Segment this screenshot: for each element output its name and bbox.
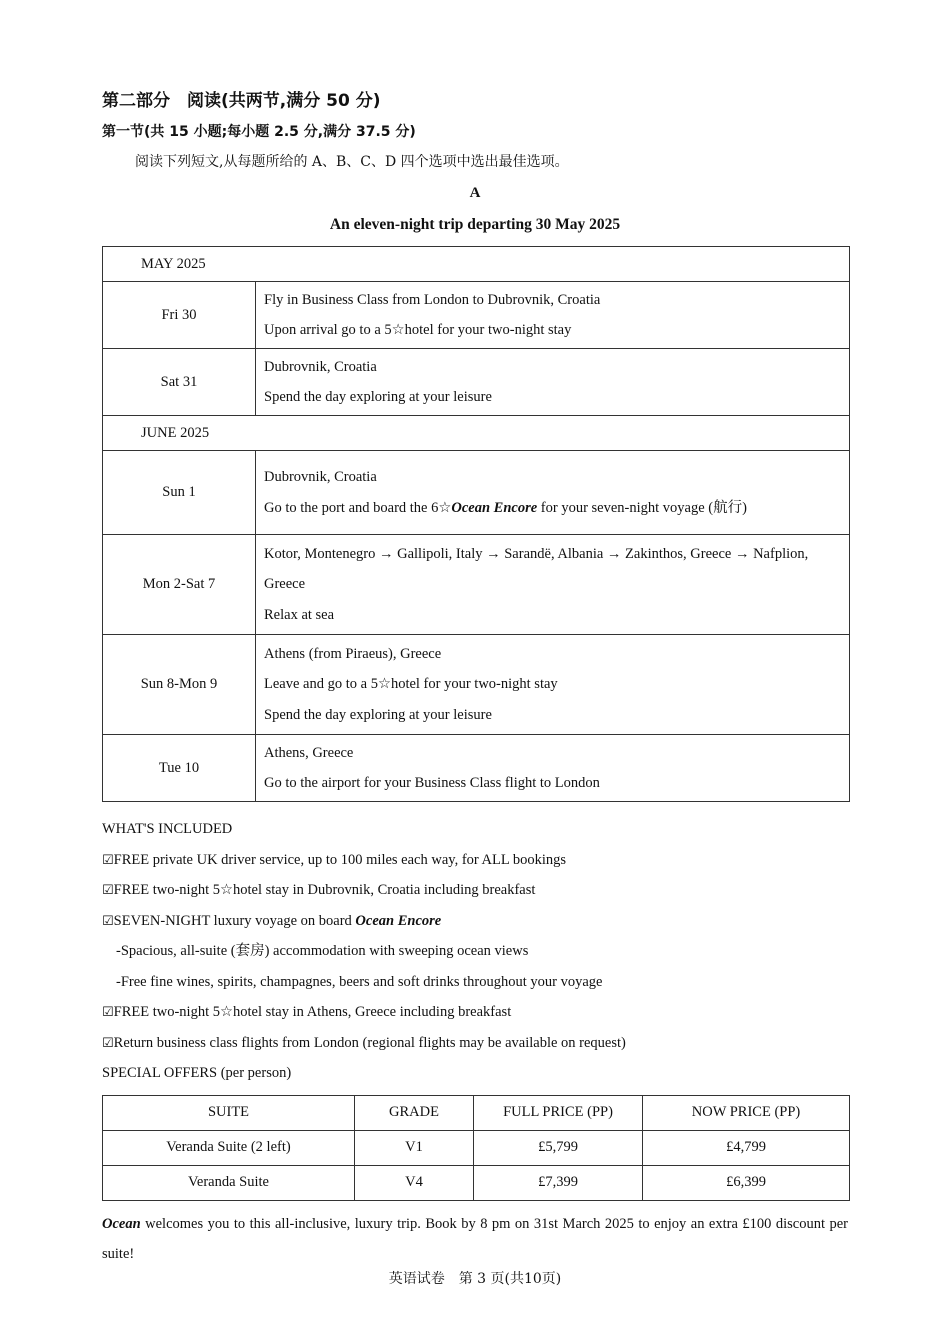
month-row-may [103,247,850,282]
itinerary-row [103,535,850,635]
table-cell: £5,799 [474,1130,643,1165]
detail-line: Dubrovnik, Croatia [264,469,377,485]
detail-line [264,493,841,524]
itinerary-detail [256,349,850,416]
table-cell: £6,399 [643,1165,850,1200]
included-subitem: -Spacious, all-suite (套房) accommodation with sweeping ocean views [116,943,529,959]
checkbox-icon: ☑ [102,1005,114,1020]
section-heading: 第一节(共 15 小题;每小题 2.5 分,满分 37.5 分) [102,124,416,140]
detail-line: Athens, Greece [264,744,354,761]
ship-name: Ocean Encore [451,499,538,516]
included-item [102,875,848,906]
passage-letter: A [469,185,481,201]
itinerary-date: Sun 1 [103,451,256,535]
page-footer: 英语试卷 第 3 页(共10页) [388,1271,562,1287]
itinerary-row [103,451,850,535]
itinerary-detail [256,535,850,635]
closing-text: welcomes you to this all-inclusive, luxury trip. Book by 8 pm on 31st March 2025 to enjoy an extra £100 discount per suite! [102,1215,848,1262]
included-text: SEVEN-NIGHT luxury voyage on board [113,912,356,929]
column-header: NOW PRICE (PP) [643,1095,850,1130]
itinerary-date: Sat 31 [103,349,256,416]
itinerary-detail [256,451,850,535]
column-header: FULL PRICE (PP) [474,1095,643,1130]
table-cell: £4,799 [643,1130,850,1165]
itinerary-detail [256,735,850,802]
month-row-june [103,416,850,451]
table-cell: £7,399 [474,1165,643,1200]
itinerary-detail [256,635,850,735]
table-row [103,1165,850,1200]
detail-line: Leave and go to a 5☆hotel for your two-night stay [264,676,558,693]
itinerary-detail [256,282,850,349]
column-header: SUITE [103,1095,355,1130]
itinerary-table [102,246,850,802]
part-heading: 第二部分 阅读(共两节,满分 50 分) [102,91,381,111]
table-cell: V1 [355,1130,474,1165]
detail-line: Dubrovnik, Croatia [264,358,377,375]
month-label: MAY 2025 [103,247,850,282]
detail-text: Go to the port and board the 6☆ [264,499,452,516]
month-label: JUNE 2025 [103,416,850,451]
instruction-text: 阅读下列短文,从每题所给的 A、B、C、D 四个选项中选出最佳选项。 [135,154,569,170]
offers-title: SPECIAL OFFERS (per person) [102,1065,292,1081]
itinerary-row [103,635,850,735]
included-subitem: -Free fine wines, spirits, champagnes, beers and soft drinks throughout your voyage [116,973,603,990]
table-cell: Veranda Suite (2 left) [103,1130,355,1165]
column-header: GRADE [355,1095,474,1130]
included-title: WHAT'S INCLUDED [102,821,233,837]
closing-paragraph [102,1209,848,1270]
itinerary-date: Mon 2-Sat 7 [103,535,256,635]
detail-text: for your seven-night voyage (航行) [537,499,747,516]
table-row [103,1130,850,1165]
table-cell: V4 [355,1165,474,1200]
detail-line: Go to the airport for your Business Class flight to London [264,775,600,791]
table-cell: Veranda Suite [103,1165,355,1200]
detail-line: Relax at sea [264,606,335,623]
included-text: FREE two-night 5☆hotel stay in Dubrovnik, Croatia including breakfast [113,882,536,898]
included-item [102,845,848,876]
itinerary-date: Fri 30 [103,282,256,349]
included-text: FREE two-night 5☆hotel stay in Athens, Greece including breakfast [113,1004,512,1020]
ship-name: Ocean Encore [355,912,442,929]
itinerary-date: Tue 10 [103,735,256,802]
detail-line: Fly in Business Class from London to Dubrovnik, Croatia [264,291,601,308]
included-text: Return business class flights from London (regional flights may be available on request) [113,1034,626,1051]
exam-page [102,86,848,1270]
detail-line: Upon arrival go to a 5☆hotel for your two-night stay [264,322,572,338]
detail-line: Spend the day exploring at your leisure [264,389,492,405]
included-item [102,997,848,1028]
offers-header-row [103,1095,850,1130]
detail-line: Spend the day exploring at your leisure [264,706,492,723]
checkbox-icon: ☑ [102,913,114,929]
included-item [102,906,848,937]
checkbox-icon: ☑ [102,1035,114,1051]
detail-line: Athens (from Piraeus), Greece [264,645,442,662]
included-item [102,1028,848,1059]
offers-table [102,1095,850,1201]
brand-name: Ocean [102,1215,141,1232]
detail-line: Kotor, Montenegro → Gallipoli, Italy → Sarandë, Albania → Zakinthos, Greece → Nafplion, Greece [264,545,809,593]
checkbox-icon: ☑ [102,883,114,898]
itinerary-date: Sun 8-Mon 9 [103,635,256,735]
passage-title: An eleven-night trip departing 30 May 2025 [329,216,621,233]
included-text: FREE private UK driver service, up to 100 miles each way, for ALL bookings [113,851,567,868]
itinerary-row [103,735,850,802]
checkbox-icon: ☑ [102,852,114,868]
itinerary-row [103,282,850,349]
included-section [102,814,848,1089]
itinerary-row [103,349,850,416]
